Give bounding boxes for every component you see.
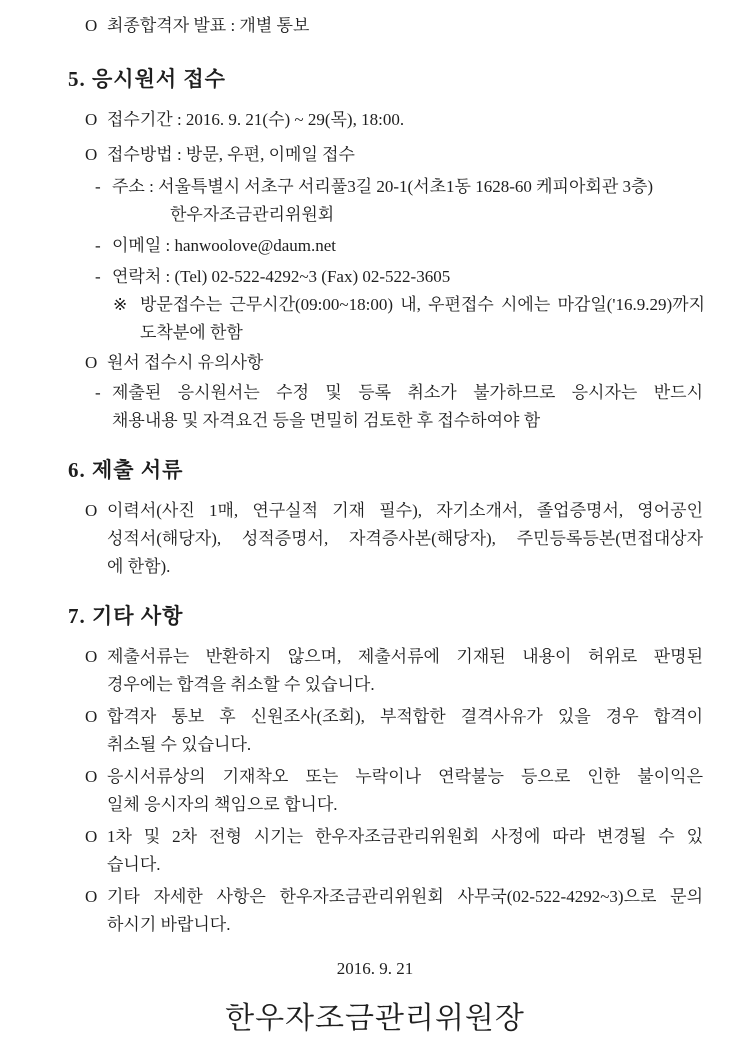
other-item-3-line-2: 일체 응시자의 책임으로 합니다. [107,795,338,814]
section-5-heading: 5. 응시원서 접수 [68,67,226,91]
other-item-5 [85,883,703,939]
circle-bullet-icon: O [85,501,98,520]
caution-detail-line-2: 채용내용 및 자격요건 등을 면밀히 검토한 후 접수하여야 함 [112,411,541,430]
reference-mark-icon: ※ [113,295,128,314]
other-item-4-line-1: 1차 및 2차 전형 시기는 한우자조금관리위원회 사정에 따라 변경될 수 있 [107,827,703,846]
application-period-text: 접수기간 : 2016. 9. 21(수) ~ 29(목), 18:00. [107,110,405,129]
other-item-5-line-1: 기타 자세한 사항은 한우자조금관리위원회 사무국(02-522-4292~3)으로 문의 [107,887,703,906]
reception-note-item [113,291,705,347]
other-item-3-line-1: 응시서류상의 기재착오 또는 누락이나 연락불능 등으로 인한 불이익은 [107,767,703,786]
reception-note-line-1: 방문접수는 근무시간(09:00~18:00) 내, 우편접수 시에는 마감일('16.9.29)까지 [140,295,705,314]
required-documents-line-3: 에 한함). [107,557,171,576]
circle-bullet-icon: O [85,707,98,726]
contact-text: 연락처 : (Tel) 02-522-4292~3 (Fax) 02-522-3605 [112,267,451,286]
address-line-1: 주소 : 서울특별시 서초구 서리풀3길 20-1(서초1동 1628-60 케피아회관 3층) [112,177,654,196]
application-caution-item [85,349,703,377]
address-line-2: 한우자조금관리위원회 [170,205,335,224]
address-item [95,173,703,229]
circle-bullet-icon: O [85,16,98,35]
other-item-2-line-1: 합격자 통보 후 신원조사(조회), 부적합한 결격사유가 있을 경우 합격이 [107,707,703,726]
email-text: 이메일 : hanwoolove@daum.net [112,236,337,255]
email-item [95,232,703,260]
circle-bullet-icon: O [85,767,98,786]
circle-bullet-icon: O [85,827,98,846]
final-result-notice-text: 최종합격자 발표 : 개별 통보 [107,16,310,35]
circle-bullet-icon: O [85,887,98,906]
application-period-item [85,106,703,134]
signature-title: 한우자조금관리위원장 [225,1002,525,1035]
contact-item [95,263,703,291]
other-item-4 [85,823,703,879]
circle-bullet-icon: O [85,647,98,666]
required-documents-line-2: 성적서(해당자), 성적증명서, 자격증사본(해당자), 주민등록등본(면접대상자 [107,529,703,548]
circle-bullet-icon: O [85,353,98,372]
final-result-notice-item [85,12,703,40]
application-caution-text: 원서 접수시 유의사항 [107,353,264,372]
dash-bullet-icon: - [95,236,101,255]
other-item-4-line-2: 습니다. [107,855,161,874]
section-7-items [0,643,750,939]
dash-bullet-icon: - [95,383,101,402]
other-item-1 [85,643,703,699]
section-7-heading: 7. 기타 사항 [68,604,184,628]
other-item-1-line-2: 경우에는 합격을 취소할 수 있습니다. [107,675,375,694]
dash-bullet-icon: - [95,267,101,286]
dash-bullet-icon: - [95,177,101,196]
caution-detail-line-1: 제출된 응시원서는 수정 및 등록 취소가 불가하므로 응시자는 반드시 [112,383,703,402]
reception-note-line-2: 도착분에 한함 [140,323,243,342]
document-date: 2016. 9. 21 [336,959,414,978]
application-method-item [85,141,703,169]
caution-detail-item [95,379,703,435]
other-item-2-line-2: 취소될 수 있습니다. [107,735,252,754]
application-method-text: 접수방법 : 방문, 우편, 이메일 접수 [107,145,355,164]
other-item-3 [85,763,703,819]
circle-bullet-icon: O [85,110,98,129]
required-documents-item [85,497,703,581]
other-item-5-line-2: 하시기 바랍니다. [107,915,231,934]
other-item-2 [85,703,703,759]
circle-bullet-icon: O [85,145,98,164]
section-6-heading: 6. 제출 서류 [68,458,184,482]
other-item-1-line-1: 제출서류는 반환하지 않으며, 제출서류에 기재된 내용이 허위로 판명된 [107,647,703,666]
required-documents-line-1: 이력서(사진 1매, 연구실적 기재 필수), 자기소개서, 졸업증명서, 영어공인 [107,501,703,520]
